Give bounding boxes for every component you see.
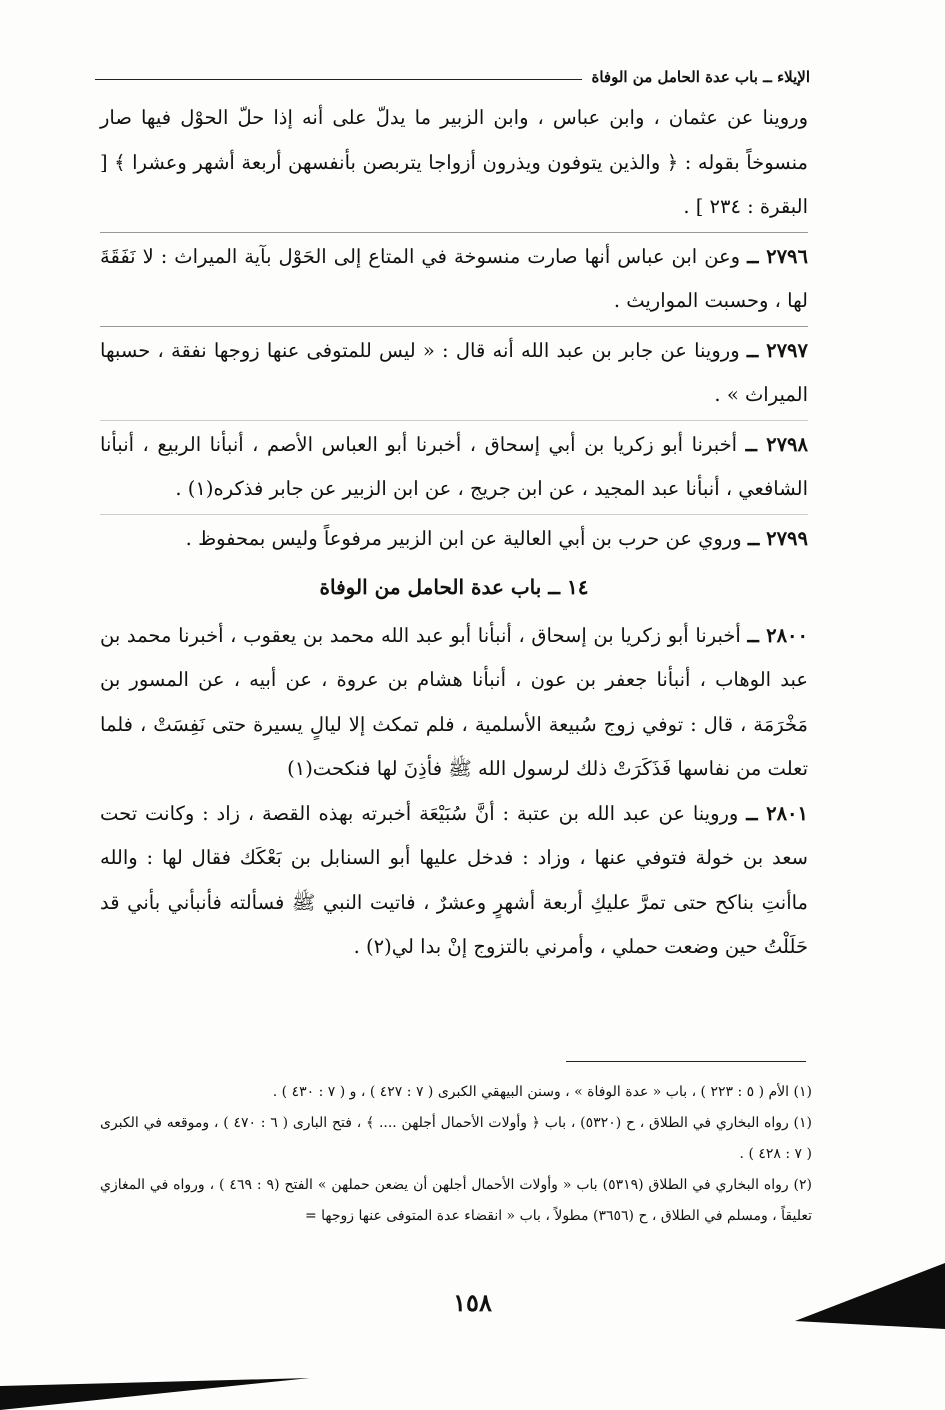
- paragraph-intro: [100, 96, 808, 230]
- running-head-title: الإيلاء ــ باب عدة الحامل من الوفاة: [591, 68, 810, 86]
- paragraph-text: وعن ابن عباس أنها صارت منسوخة في المتاع إلى الحَوْل بآية الميراث : لا نَفَقَةَ لها ، وحسبت المواريث .: [100, 244, 808, 312]
- paragraph-2797: [100, 329, 808, 418]
- hadith-number: ٢٧٩٧ ــ: [746, 338, 808, 362]
- paragraph-text: أخبرنا أبو زكريا بن إسحاق ، أنبأنا أبو عبد الله محمد بن يعقوب ، أخبرنا محمد بن عبد الوهاب ، أنبأنا جعفر بن عون ، أنبأنا هشام بن عروة ، عن أبيه ، عن المسور بن مَخْرَمَة ، قال : توفي زوج سُبيعة الأسلمية ، فلم تمكث إلا ليالٍ يسيرة حتى نَفِسَتْ ، فلما تعلت من نفاسها فَذَكَرَتْ ذلك لرسول الله ﷺ فأذِنَ لها فنكحت(١): [100, 623, 808, 780]
- page-number: ١٥٨: [453, 1288, 492, 1317]
- hadith-number: ٢٨٠١ ــ: [746, 801, 808, 825]
- separator: [100, 514, 808, 515]
- paragraph-2799: [100, 517, 808, 562]
- scan-shadow-right: [795, 1263, 945, 1329]
- paragraph-text: أخبرنا أبو زكريا بن أبي إسحاق ، أخبرنا أبو العباس الأصم ، أنبأنا الربيع ، أنبأنا الشافعي ، أنبأنا عبد المجيد ، عن ابن جريج ، عن ابن الزبير عن جابر فذكره(١) .: [100, 432, 808, 500]
- running-head: [95, 62, 810, 92]
- hadith-number: ٢٨٠٠ ــ: [747, 623, 809, 647]
- separator: [100, 326, 808, 327]
- footnote: (٢) رواه البخاري في الطلاق (٥٣١٩) باب « وأولات الأحمال أجلهن أن يضعن حملهن » الفتح (٩ : ٤٦٩ ) ، ورواه في المغازي تعليقاً ، ومسلم في الطلاق ، ح (٣٦٥٦) مطولاً ، باب « انقضاء عدة المتوفى عنها زوجها =: [100, 1177, 812, 1224]
- separator: [100, 232, 808, 233]
- section-heading: ١٤ ــ باب عدة الحامل من الوفاة: [319, 575, 589, 599]
- paragraph-2801: [100, 792, 808, 970]
- scan-shadow-bottom: [0, 1378, 310, 1410]
- main-text: [100, 96, 808, 970]
- running-head-rule: [95, 79, 582, 80]
- footnotes: [100, 1077, 812, 1232]
- paragraph-text: وروينا عن عثمان ، وابن عباس ، وابن الزبير ما يدلّ على أنه إذا حلّ الحوْل فيها صار منسوخاً بقوله : ﴿ والذين يتوفون ويذرون أزواجا يتربصن بأنفسهن أربعة أشهر وعشرا ﴾ [ البقرة : ٢٣٤ ] .: [100, 106, 808, 218]
- paragraph-2800: [100, 614, 808, 792]
- paragraph-2796: [100, 235, 808, 324]
- hadith-number: ٢٧٩٦ ــ: [747, 244, 809, 268]
- footnote: (١) الأم ( ٥ : ٢٢٣ ) ، باب « عدة الوفاة » ، وسنن البيهقي الكبرى ( ٧ : ٤٢٧ ) ، و ( ٧ : ٤٣٠ ) .: [272, 1084, 812, 1100]
- paragraph-text: وروينا عن عبد الله بن عتبة : أنَّ سُبَيْعَة أخبرته بهذه القصة ، زاد : وكانت تحت سعد بن خولة فتوفي عنها ، وزاد : فدخل عليها أبو السنابل بن بَعْكَك فقال لها : والله ماأنتِ بناكح حتى تمرَّ عليكِ أربعة أشهرٍ وعشرٌ ، فاتيت النبي ﷺ فسألته فأنبأني بأني قد حَلَلْتُ حين وضعت حملي ، وأمرني بالتزوج إنْ بدا لي(٢) .: [100, 801, 808, 958]
- hadith-number: ٢٧٩٨ ــ: [745, 432, 808, 456]
- paragraph-text: وروي عن حرب بن أبي العالية عن ابن الزبير مرفوعاً وليس بمحفوظ .: [185, 526, 742, 550]
- separator: [100, 420, 808, 421]
- paragraph-2798: [100, 423, 808, 512]
- footnote: (١) رواه البخاري في الطلاق ، ح (٥٣٢٠) ، باب ﴿ وأولات الأحمال أجلهن .... ﴾ ، فتح البارى ( ٦ : ٤٧٠ ) ، وموقعه في الكبرى ( ٧ : ٤٢٨ ) .: [100, 1115, 812, 1162]
- footnote-rule: [566, 1061, 806, 1062]
- paragraph-text: وروينا عن جابر بن عبد الله أنه قال : « ليس للمتوفى عنها زوجها نفقة ، حسبها الميراث » .: [100, 338, 808, 406]
- hadith-number: ٢٧٩٩ ــ: [747, 526, 808, 550]
